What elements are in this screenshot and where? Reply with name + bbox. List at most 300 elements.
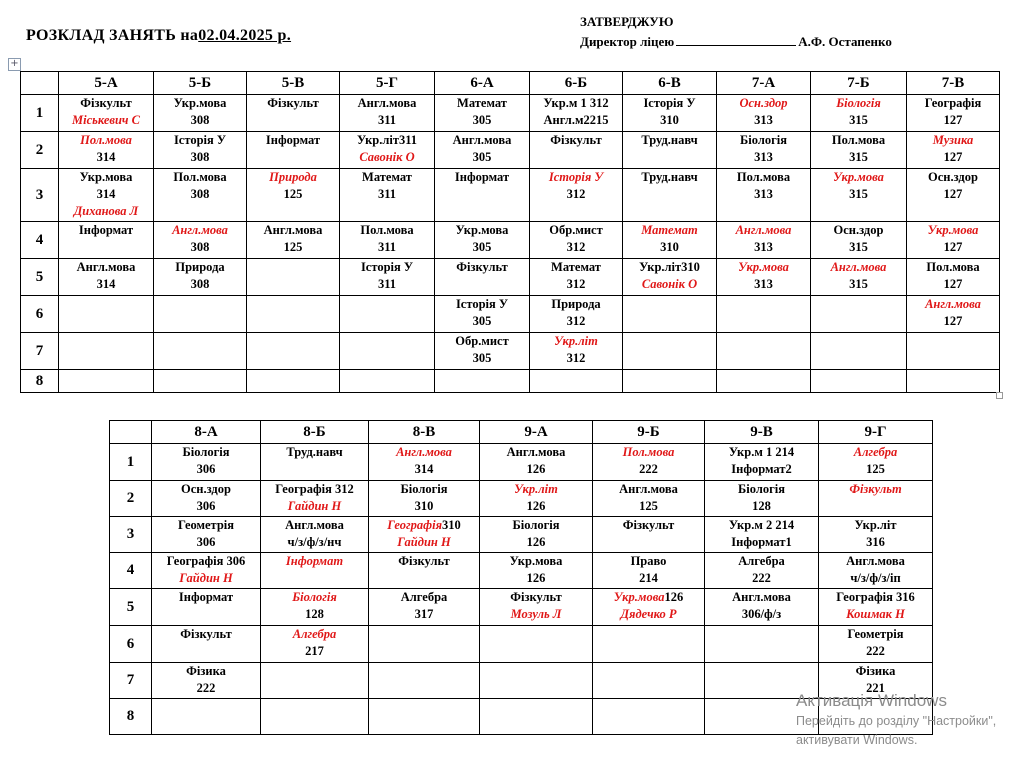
lesson-cell[interactable] bbox=[811, 132, 907, 169]
lesson-line: Інформат bbox=[265, 133, 321, 147]
lesson-cell[interactable] bbox=[480, 699, 593, 735]
lesson-line: Біологія bbox=[182, 445, 230, 459]
lesson-cell[interactable] bbox=[907, 259, 1000, 296]
lesson-cell[interactable] bbox=[705, 626, 819, 663]
lesson-line: Осн.здор bbox=[739, 96, 788, 110]
lesson-line: Осн.здор bbox=[833, 223, 884, 237]
lesson-line: Історія У bbox=[360, 260, 414, 274]
lesson-cell[interactable] bbox=[530, 95, 623, 132]
lesson-line bbox=[369, 517, 479, 534]
lesson-row bbox=[110, 626, 933, 663]
lesson-cell[interactable] bbox=[623, 169, 717, 222]
lesson-line: Пол.мова bbox=[173, 170, 227, 184]
lesson-line: Математ bbox=[551, 260, 601, 274]
lesson-cell[interactable] bbox=[593, 553, 705, 589]
lesson-cell[interactable] bbox=[819, 553, 933, 589]
lesson-cell[interactable] bbox=[261, 553, 369, 589]
table-resize-handle[interactable] bbox=[996, 392, 1003, 399]
lesson-line: 314 bbox=[96, 150, 116, 164]
lesson-cell[interactable] bbox=[152, 699, 261, 735]
lesson-cell[interactable] bbox=[59, 132, 154, 169]
lesson-cell[interactable] bbox=[819, 589, 933, 626]
lesson-cell[interactable] bbox=[811, 370, 907, 393]
lesson-line: Труд.навч bbox=[286, 445, 343, 459]
lesson-line: Міськевич С bbox=[72, 113, 140, 127]
lesson-number: 8 bbox=[110, 699, 152, 735]
lesson-cell[interactable] bbox=[811, 222, 907, 259]
lesson-line: 126 bbox=[526, 571, 546, 585]
lesson-cell[interactable] bbox=[480, 626, 593, 663]
lesson-line: 305 bbox=[472, 314, 492, 328]
class-header: 8-В bbox=[369, 421, 480, 444]
lesson-cell[interactable] bbox=[369, 626, 480, 663]
lesson-line: 308 bbox=[190, 187, 210, 201]
lesson-cell[interactable] bbox=[261, 481, 369, 517]
lesson-cell[interactable] bbox=[907, 169, 1000, 222]
lesson-line: Англ.мова bbox=[619, 482, 678, 496]
lesson-cell[interactable] bbox=[154, 259, 247, 296]
lesson-cell[interactable] bbox=[530, 259, 623, 296]
lesson-line: Укр.мова bbox=[79, 170, 133, 184]
corner-cell bbox=[21, 72, 59, 95]
lesson-line: Англ.мова bbox=[76, 260, 136, 274]
lesson-line: Географія 312 bbox=[275, 482, 354, 496]
lesson-cell[interactable] bbox=[593, 699, 705, 735]
lesson-line: Пол.мова bbox=[80, 133, 132, 147]
lesson-cell[interactable] bbox=[340, 333, 435, 370]
lesson-cell[interactable] bbox=[59, 370, 154, 393]
lesson-cell[interactable] bbox=[811, 333, 907, 370]
lesson-line: 308 bbox=[190, 113, 210, 127]
lesson-line: Англ.м2215 bbox=[543, 113, 609, 127]
lesson-line: ч/з/ф/з/нч bbox=[287, 535, 342, 549]
lesson-cell[interactable] bbox=[152, 517, 261, 553]
header-row bbox=[110, 421, 933, 444]
lesson-line: Географія 306 bbox=[166, 554, 246, 568]
lesson-line: Англ.мова bbox=[357, 96, 417, 110]
lesson-line: Укр.літ311 bbox=[356, 133, 418, 147]
lesson-cell[interactable] bbox=[340, 259, 435, 296]
lesson-line: 306 bbox=[196, 462, 216, 476]
lesson-cell[interactable] bbox=[530, 222, 623, 259]
lesson-cell[interactable] bbox=[717, 333, 811, 370]
lesson-line: 312 bbox=[566, 240, 586, 254]
lesson-line: Пол.мова bbox=[926, 260, 980, 274]
lesson-line: Пол.мова bbox=[736, 170, 791, 184]
lesson-cell[interactable] bbox=[59, 259, 154, 296]
lesson-line: Біологія bbox=[512, 518, 560, 532]
lesson-line: 310 bbox=[414, 499, 434, 513]
lesson-cell[interactable] bbox=[369, 517, 480, 553]
lesson-cell[interactable] bbox=[811, 169, 907, 222]
lesson-cell[interactable] bbox=[717, 222, 811, 259]
lesson-number: 2 bbox=[21, 132, 59, 169]
lesson-line: Алгебра bbox=[853, 445, 898, 459]
lesson-line: Фізкульт bbox=[550, 133, 602, 147]
lesson-cell[interactable] bbox=[435, 259, 530, 296]
lesson-line: 312 bbox=[566, 351, 586, 365]
lesson-line: 222 bbox=[866, 644, 885, 658]
lesson-cell[interactable] bbox=[811, 296, 907, 333]
lesson-line: Пол.мова bbox=[831, 133, 886, 147]
lesson-row bbox=[110, 517, 933, 553]
lesson-cell[interactable] bbox=[530, 296, 623, 333]
lesson-cell[interactable] bbox=[907, 370, 1000, 393]
lesson-cell[interactable] bbox=[369, 699, 480, 735]
lesson-cell[interactable] bbox=[59, 222, 154, 259]
lesson-cell[interactable] bbox=[705, 517, 819, 553]
lesson-cell[interactable] bbox=[247, 95, 340, 132]
lesson-cell[interactable] bbox=[819, 444, 933, 481]
lesson-line: Музика bbox=[932, 133, 974, 147]
lesson-cell[interactable] bbox=[247, 296, 340, 333]
lesson-cell[interactable] bbox=[340, 132, 435, 169]
lesson-cell[interactable] bbox=[59, 95, 154, 132]
lesson-cell[interactable] bbox=[59, 296, 154, 333]
lesson-line: Історія У bbox=[173, 133, 227, 147]
lesson-row bbox=[21, 169, 1000, 222]
lesson-cell[interactable] bbox=[623, 222, 717, 259]
lesson-cell[interactable] bbox=[623, 370, 717, 393]
lesson-cell[interactable] bbox=[907, 333, 1000, 370]
lesson-cell[interactable] bbox=[593, 663, 705, 699]
lesson-cell[interactable] bbox=[907, 222, 1000, 259]
lesson-line: 315 bbox=[849, 150, 868, 164]
lesson-cell[interactable] bbox=[593, 589, 705, 626]
lesson-line: Англ.мова bbox=[506, 445, 566, 459]
director-line bbox=[580, 32, 892, 52]
lesson-cell[interactable] bbox=[811, 95, 907, 132]
teacher-or-highlight-text: Укр.мова bbox=[613, 590, 665, 604]
lesson-cell[interactable] bbox=[154, 370, 247, 393]
lesson-cell[interactable] bbox=[435, 95, 530, 132]
lesson-line: Труд.навч bbox=[641, 133, 698, 147]
lesson-cell[interactable] bbox=[811, 259, 907, 296]
lesson-row bbox=[21, 132, 1000, 169]
lesson-number: 7 bbox=[110, 663, 152, 699]
lesson-cell[interactable] bbox=[261, 663, 369, 699]
lesson-cell[interactable] bbox=[152, 444, 261, 481]
lesson-line: Математ bbox=[641, 223, 698, 237]
lesson-line: 308 bbox=[190, 150, 210, 164]
watermark-title: Активація Windows bbox=[796, 691, 947, 710]
lesson-line: 305 bbox=[472, 150, 492, 164]
lesson-cell[interactable] bbox=[261, 589, 369, 626]
class-header: 7-А bbox=[717, 72, 811, 95]
lesson-line: 222 bbox=[639, 462, 658, 476]
lesson-cell[interactable] bbox=[154, 333, 247, 370]
title-date: 02.04.2025 р. bbox=[198, 27, 292, 44]
lesson-cell[interactable] bbox=[369, 589, 480, 626]
watermark-line-2: активувати Windows. bbox=[796, 733, 918, 747]
lesson-cell[interactable] bbox=[152, 663, 261, 699]
lesson-cell[interactable] bbox=[623, 95, 717, 132]
lesson-cell[interactable] bbox=[154, 169, 247, 222]
lesson-cell[interactable] bbox=[530, 333, 623, 370]
lesson-line: Осн.здор bbox=[181, 482, 231, 496]
lesson-cell[interactable] bbox=[369, 663, 480, 699]
lesson-cell[interactable] bbox=[819, 517, 933, 553]
lesson-line: 217 bbox=[305, 644, 324, 658]
class-header: 9-А bbox=[480, 421, 593, 444]
lesson-cell[interactable] bbox=[340, 370, 435, 393]
lesson-cell[interactable] bbox=[435, 169, 530, 222]
lesson-cell[interactable] bbox=[593, 481, 705, 517]
lesson-line: 305 bbox=[472, 351, 492, 365]
lesson-cell[interactable] bbox=[369, 553, 480, 589]
lesson-line: Англ.мова bbox=[735, 223, 792, 237]
lesson-line: Історія У bbox=[548, 170, 604, 184]
lesson-row bbox=[110, 444, 933, 481]
lesson-cell[interactable] bbox=[480, 517, 593, 553]
lesson-cell[interactable] bbox=[435, 296, 530, 333]
lesson-line: 312 bbox=[566, 314, 586, 328]
lesson-line: Укр.мова bbox=[173, 96, 227, 110]
lesson-number: 2 bbox=[110, 481, 152, 517]
lesson-cell[interactable] bbox=[152, 481, 261, 517]
lesson-cell[interactable] bbox=[623, 333, 717, 370]
lesson-cell[interactable] bbox=[261, 626, 369, 663]
lesson-line: Математ bbox=[362, 170, 412, 184]
lesson-cell[interactable] bbox=[369, 481, 480, 517]
class-header: 6-Б bbox=[530, 72, 623, 95]
lesson-cell[interactable] bbox=[435, 370, 530, 393]
lesson-line: Осн.здор bbox=[928, 170, 978, 184]
lesson-text: 126 bbox=[664, 590, 684, 604]
lesson-row bbox=[110, 553, 933, 589]
lesson-number: 8 bbox=[21, 370, 59, 393]
lesson-line: Укр.літ bbox=[854, 518, 897, 532]
lesson-line: 315 bbox=[849, 113, 868, 127]
lesson-cell[interactable] bbox=[593, 444, 705, 481]
director-label: Директор ліцею bbox=[580, 34, 675, 49]
lesson-cell[interactable] bbox=[154, 95, 247, 132]
lesson-line: 125 bbox=[866, 462, 885, 476]
lesson-cell[interactable] bbox=[154, 132, 247, 169]
lesson-line: 310 bbox=[660, 240, 679, 254]
lesson-line: Укр.м 2 214 bbox=[728, 518, 795, 532]
lesson-line: Англ.мова bbox=[846, 554, 905, 568]
lesson-line: 126 bbox=[526, 462, 546, 476]
schedule-table-grades-8-9 bbox=[109, 420, 933, 735]
lesson-cell[interactable] bbox=[247, 132, 340, 169]
lesson-cell[interactable] bbox=[152, 589, 261, 626]
lesson-line: Укр.мова bbox=[509, 554, 563, 568]
lesson-number: 3 bbox=[21, 169, 59, 222]
lesson-line: Англ.мова bbox=[396, 445, 452, 459]
lesson-line: Геометрія bbox=[177, 518, 235, 532]
lesson-row bbox=[21, 333, 1000, 370]
lesson-cell[interactable] bbox=[705, 553, 819, 589]
lesson-line: Укр.мова bbox=[738, 260, 789, 274]
lesson-cell[interactable] bbox=[247, 333, 340, 370]
lesson-cell[interactable] bbox=[623, 296, 717, 333]
lesson-line: Біологія bbox=[292, 590, 337, 604]
lesson-cell[interactable] bbox=[480, 444, 593, 481]
lesson-line: Інформат2 bbox=[731, 462, 792, 476]
lesson-line: Труд.навч bbox=[641, 170, 698, 184]
lesson-line: Алгебра bbox=[738, 554, 785, 568]
lesson-cell[interactable] bbox=[819, 626, 933, 663]
lesson-cell[interactable] bbox=[717, 132, 811, 169]
lesson-line: Кошмак Н bbox=[846, 607, 905, 621]
lesson-line: 306 bbox=[196, 535, 216, 549]
class-header: 5-А bbox=[59, 72, 154, 95]
lesson-cell[interactable] bbox=[705, 481, 819, 517]
lesson-row bbox=[21, 259, 1000, 296]
lesson-line: Укр.м 1 312 bbox=[543, 96, 609, 110]
lesson-cell[interactable] bbox=[480, 481, 593, 517]
lesson-line: ч/з/ф/з/іп bbox=[850, 571, 901, 585]
header-row bbox=[21, 72, 1000, 95]
lesson-cell[interactable] bbox=[261, 444, 369, 481]
class-header: 5-Г bbox=[340, 72, 435, 95]
lesson-cell[interactable] bbox=[435, 132, 530, 169]
lesson-line: 127 bbox=[943, 150, 963, 164]
lesson-line: Пол.мова bbox=[622, 445, 675, 459]
schedule-table-grades-5-7 bbox=[20, 71, 1000, 393]
lesson-line: Дядечко Р bbox=[620, 607, 677, 621]
lesson-line: Укр.мова bbox=[927, 223, 979, 237]
lesson-line: Англ.мова bbox=[732, 590, 791, 604]
lesson-cell[interactable] bbox=[340, 296, 435, 333]
lesson-line: 313 bbox=[754, 240, 773, 254]
lesson-line: Укр.м 1 214 bbox=[728, 445, 795, 459]
lesson-line: Савонік О bbox=[359, 150, 415, 164]
lesson-cell[interactable] bbox=[717, 259, 811, 296]
class-header: 9-Б bbox=[593, 421, 705, 444]
lesson-line: Фізкульт bbox=[849, 482, 902, 496]
lesson-cell[interactable] bbox=[247, 370, 340, 393]
lesson-line: Інформат bbox=[454, 170, 510, 184]
lesson-line: Укр.мова bbox=[455, 223, 509, 237]
lesson-cell[interactable] bbox=[717, 169, 811, 222]
lesson-cell[interactable] bbox=[480, 663, 593, 699]
lesson-cell[interactable] bbox=[247, 259, 340, 296]
lesson-line: Географія bbox=[924, 96, 982, 110]
lesson-cell[interactable] bbox=[340, 95, 435, 132]
lesson-cell[interactable] bbox=[247, 222, 340, 259]
lesson-line: Геометрія bbox=[847, 627, 904, 641]
lesson-line: Біологія bbox=[836, 96, 881, 110]
lesson-line: Диханова Л bbox=[73, 204, 139, 218]
lesson-line: Мозуль Л bbox=[510, 607, 562, 621]
lesson-line: Природа bbox=[175, 260, 225, 274]
lesson-cell[interactable] bbox=[480, 589, 593, 626]
lesson-line: 312 bbox=[566, 277, 586, 291]
class-header: 9-Г bbox=[819, 421, 933, 444]
lesson-line: 306/ф/з bbox=[741, 607, 782, 621]
lesson-cell[interactable] bbox=[705, 444, 819, 481]
lesson-line: 317 bbox=[414, 607, 434, 621]
lesson-cell[interactable] bbox=[435, 333, 530, 370]
lesson-cell[interactable] bbox=[907, 296, 1000, 333]
lesson-number: 4 bbox=[21, 222, 59, 259]
lesson-cell[interactable] bbox=[907, 95, 1000, 132]
class-header: 5-В bbox=[247, 72, 340, 95]
lesson-line: Англ.мова bbox=[925, 297, 981, 311]
lesson-cell[interactable] bbox=[152, 626, 261, 663]
lesson-cell[interactable] bbox=[59, 169, 154, 222]
lesson-line: Англ.мова bbox=[830, 260, 887, 274]
lesson-line bbox=[593, 589, 704, 606]
lesson-cell[interactable] bbox=[340, 222, 435, 259]
watermark-line-1: Перейдіть до розділу "Настройки", bbox=[796, 714, 997, 728]
lesson-cell[interactable] bbox=[261, 699, 369, 735]
lesson-line: Історія У bbox=[455, 297, 509, 311]
lesson-row bbox=[21, 222, 1000, 259]
lesson-cell[interactable] bbox=[907, 132, 1000, 169]
lesson-cell[interactable] bbox=[530, 169, 623, 222]
lesson-cell[interactable] bbox=[480, 553, 593, 589]
lesson-cell[interactable] bbox=[717, 370, 811, 393]
lesson-line: Біологія bbox=[738, 482, 785, 496]
lesson-line: 125 bbox=[639, 499, 658, 513]
lesson-line: 316 bbox=[866, 535, 885, 549]
lesson-cell[interactable] bbox=[435, 222, 530, 259]
lesson-cell[interactable] bbox=[369, 444, 480, 481]
lesson-cell[interactable] bbox=[59, 333, 154, 370]
lesson-cell[interactable] bbox=[340, 169, 435, 222]
lesson-cell[interactable] bbox=[261, 517, 369, 553]
lesson-cell[interactable] bbox=[154, 222, 247, 259]
lesson-cell[interactable] bbox=[623, 259, 717, 296]
lesson-line: Укр.мова bbox=[833, 170, 884, 184]
lesson-line: Фізкульт bbox=[398, 554, 450, 568]
lesson-number: 3 bbox=[110, 517, 152, 553]
lesson-line: Право bbox=[630, 554, 667, 568]
lesson-cell[interactable] bbox=[717, 95, 811, 132]
lesson-cell[interactable] bbox=[152, 553, 261, 589]
lesson-cell[interactable] bbox=[623, 132, 717, 169]
lesson-line: Фізкульт bbox=[267, 96, 319, 110]
lesson-row bbox=[21, 296, 1000, 333]
lesson-line: 126 bbox=[526, 535, 546, 549]
lesson-line: 310 bbox=[660, 113, 679, 127]
lesson-cell[interactable] bbox=[819, 481, 933, 517]
lesson-line: Фізика bbox=[855, 664, 896, 678]
lesson-line: Алгебра bbox=[400, 590, 448, 604]
table-move-handle-icon[interactable]: + bbox=[8, 58, 21, 71]
lesson-line: Укр.літ bbox=[514, 482, 558, 496]
windows-activation-watermark bbox=[796, 690, 996, 750]
lesson-line: Савонік О bbox=[641, 277, 698, 291]
signature-line bbox=[676, 35, 796, 46]
lesson-cell[interactable] bbox=[247, 169, 340, 222]
lesson-line: 311 bbox=[377, 187, 397, 201]
lesson-line: 313 bbox=[754, 113, 773, 127]
lesson-line: Фізкульт bbox=[456, 260, 508, 274]
lesson-line: Інформат bbox=[78, 223, 134, 237]
lesson-cell[interactable] bbox=[593, 626, 705, 663]
class-header: 9-В bbox=[705, 421, 819, 444]
lesson-cell[interactable] bbox=[705, 589, 819, 626]
lesson-cell[interactable] bbox=[717, 296, 811, 333]
lesson-line: Фізкульт bbox=[80, 96, 132, 110]
lesson-cell[interactable] bbox=[593, 517, 705, 553]
lesson-cell[interactable] bbox=[154, 296, 247, 333]
lesson-line: Англ.мова bbox=[263, 223, 323, 237]
lesson-line: Гайдин Н bbox=[397, 535, 451, 549]
lesson-line: Інформат1 bbox=[731, 535, 792, 549]
lesson-text: 310 bbox=[442, 518, 461, 532]
lesson-cell[interactable] bbox=[530, 370, 623, 393]
lesson-line: Укр.літ310 bbox=[639, 260, 700, 274]
lesson-line: Фізкульт bbox=[622, 518, 675, 532]
lesson-line: 315 bbox=[849, 277, 868, 291]
lesson-cell[interactable] bbox=[530, 132, 623, 169]
lesson-number: 1 bbox=[21, 95, 59, 132]
